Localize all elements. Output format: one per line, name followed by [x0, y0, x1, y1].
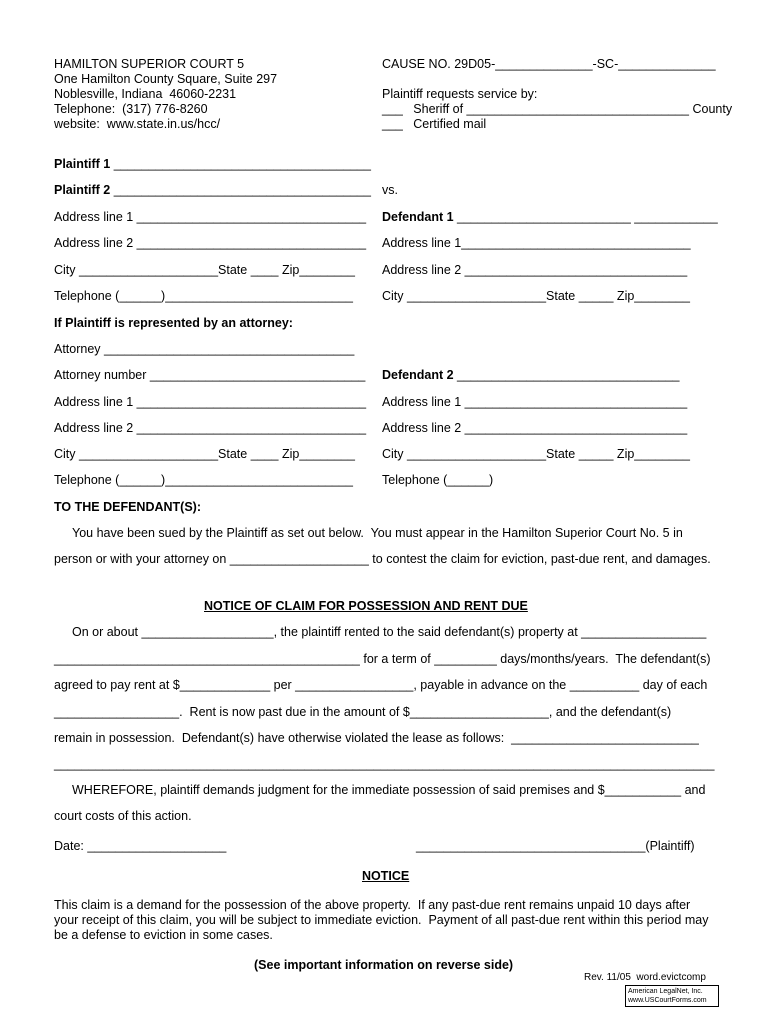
attorney-city-state-zip-field[interactable]: City ____________________State ____ Zip________	[54, 447, 355, 461]
claim-line-violations-continued[interactable]: _______________________________________________________________________________________________	[54, 757, 715, 771]
to-defendants-heading: TO THE DEFENDANT(S):	[54, 500, 201, 514]
attorney-number-field[interactable]: Attorney number _______________________________	[54, 368, 366, 382]
summons-line-1: You have been sued by the Plaintiff as set out below. You must appear in the Hamilton Superior Court No. 5 in	[72, 526, 683, 540]
plaintiff-telephone-area[interactable]: ______)	[119, 289, 166, 303]
attorney-field[interactable]: Attorney ____________________________________	[54, 342, 355, 356]
defendant-1-line[interactable]: _________________________ ____________	[457, 210, 718, 224]
defendant-1-city-state-zip-field[interactable]: City ____________________State _____ Zip________	[382, 289, 690, 303]
plaintiff-2-line[interactable]: _____________________________________	[113, 183, 371, 197]
plaintiff-address-line-2-field[interactable]: Address line 2 _________________________________	[54, 236, 367, 250]
versus-label: vs.	[382, 183, 398, 197]
attorney-address-line-1-field[interactable]: Address line 1 _________________________________	[54, 395, 367, 409]
service-title: Plaintiff requests service by:	[382, 87, 538, 101]
plaintiff-telephone-field[interactable]	[54, 289, 353, 304]
defendant-2-address-line-1-field[interactable]: Address line 1 ________________________________	[382, 395, 688, 409]
claim-line-term[interactable]: ____________________________________________ for a term of _________ days/months/years. The defendant(s)	[54, 652, 711, 666]
defendant-1-address-line-1-field[interactable]: Address line 1_________________________________	[382, 236, 691, 250]
defendant-2-address-line-2-field[interactable]: Address line 2 ________________________________	[382, 421, 688, 435]
notice-paragraph-line-1: This claim is a demand for the possession of the above property. If any past-due rent remains unpaid 10 days after	[54, 898, 691, 912]
defendant-1-address-line-2-field[interactable]: Address line 2 ________________________________	[382, 263, 688, 277]
defendant-2-city-state-zip-field[interactable]: City ____________________State _____ Zip________	[382, 447, 690, 461]
attorney-telephone-line[interactable]: ___________________________	[165, 473, 353, 487]
defendant-2-telephone-field[interactable]	[382, 473, 493, 488]
attorney-telephone-area[interactable]: ______)	[119, 473, 166, 487]
attorney-telephone-label: Telephone (	[54, 473, 120, 487]
plaintiff-address-line-1-field[interactable]: Address line 1 _________________________________	[54, 210, 367, 224]
defendant-1-label: Defendant 1	[382, 210, 458, 224]
claim-wherefore-line[interactable]: WHEREFORE, plaintiff demands judgment for the immediate possession of said premises and $___________ and	[72, 783, 706, 797]
plaintiff-2-label: Plaintiff 2	[54, 183, 114, 197]
attorney-address-line-2-field[interactable]: Address line 2 _________________________________	[54, 421, 367, 435]
notice-paragraph-line-3: be a defense to eviction in some cases.	[54, 928, 273, 942]
court-name: HAMILTON SUPERIOR COURT 5	[54, 57, 245, 71]
claim-line-past-due[interactable]: __________________. Rent is now past due in the amount of $____________________, and the defendant(s)	[54, 705, 672, 719]
claim-heading: NOTICE OF CLAIM FOR POSSESSION AND RENT DUE	[204, 599, 528, 613]
plaintiff-1-label: Plaintiff 1	[54, 157, 114, 171]
reverse-side-note: (See important information on reverse side)	[254, 958, 514, 972]
claim-line-violations[interactable]: remain in possession. Defendant(s) have otherwise violated the lease as follows: ___________________________	[54, 731, 699, 745]
court-website: website: www.state.in.us/hcc/	[54, 117, 221, 131]
plaintiff-telephone-line[interactable]: ___________________________	[165, 289, 353, 303]
claim-line-rental-date-property[interactable]: On or about ___________________, the plaintiff rented to the said defendant(s) property at __________________	[72, 625, 707, 639]
publisher-stamp	[625, 985, 719, 1007]
summons-line-2-appearance-date[interactable]: person or with your attorney on ____________________ to contest the claim for eviction, past-due rent, and damages.	[54, 552, 711, 566]
defendant-2-label: Defendant 2	[382, 368, 458, 382]
attorney-telephone-field[interactable]	[54, 473, 353, 488]
revision-label: Rev. 11/05 word.evictcomp	[584, 972, 706, 983]
plaintiff-signature-field[interactable]: _________________________________(Plaintiff)	[416, 839, 695, 853]
publisher-url: www.USCourtForms.com	[628, 997, 707, 1004]
plaintiff-1-field[interactable]	[54, 157, 371, 172]
cause-number-field[interactable]: CAUSE NO. 29D05-______________-SC-______________	[382, 57, 716, 71]
plaintiff-1-line[interactable]: _____________________________________	[113, 157, 371, 171]
defendant-2-telephone-label: Telephone (	[382, 473, 448, 487]
date-field[interactable]: Date: ____________________	[54, 839, 227, 853]
court-address-line-2: Noblesville, Indiana 46060-2231	[54, 87, 237, 101]
service-certified-mail-option[interactable]: ___ Certified mail	[382, 117, 487, 131]
defendant-2-telephone-area[interactable]: ______)	[447, 473, 494, 487]
service-sheriff-option[interactable]: ___ Sheriff of ________________________________ County	[382, 102, 733, 116]
plaintiff-telephone-label: Telephone (	[54, 289, 120, 303]
defendant-1-field[interactable]	[382, 210, 718, 225]
notice-paragraph-line-2: your receipt of this claim, you will be subject to immediate eviction. Payment of all past-due rent within this period may	[54, 913, 709, 927]
attorney-heading: If Plaintiff is represented by an attorney:	[54, 316, 293, 330]
claim-line-rent-amount[interactable]: agreed to pay rent at $_____________ per _________________, payable in advance on the __________ day of each	[54, 678, 708, 692]
defendant-2-line[interactable]: ________________________________	[457, 368, 680, 382]
claim-court-costs-line: court costs of this action.	[54, 809, 192, 823]
plaintiff-2-field[interactable]	[54, 183, 371, 198]
court-address-line-1: One Hamilton County Square, Suite 297	[54, 72, 278, 86]
plaintiff-city-state-zip-field[interactable]: City ____________________State ____ Zip________	[54, 263, 355, 277]
court-telephone: Telephone: (317) 776-8260	[54, 102, 208, 116]
notice-heading: NOTICE	[362, 869, 410, 883]
publisher-name: American LegalNet, Inc.	[628, 988, 703, 995]
defendant-2-field[interactable]	[382, 368, 679, 383]
